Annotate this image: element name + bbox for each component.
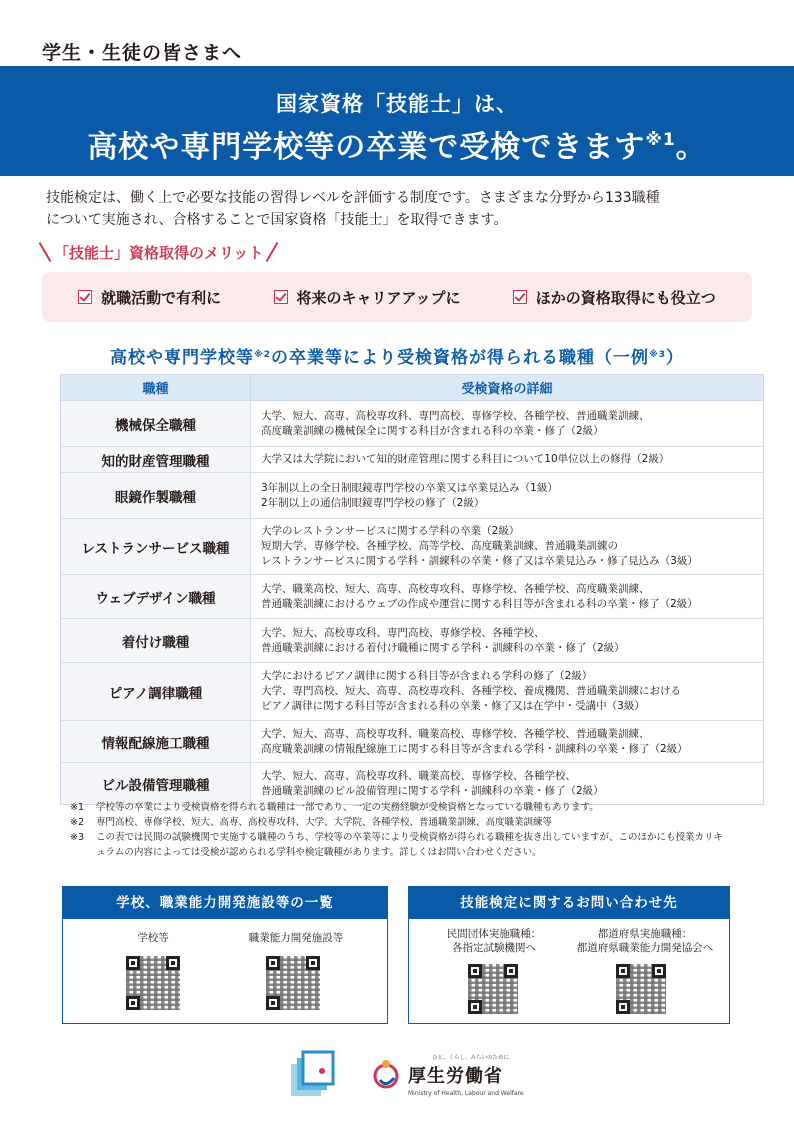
merit-item: 就職活動で有利に [78,287,221,308]
job-name: 着付け職種 [61,619,251,663]
checkbox-icon [513,290,527,304]
job-detail: 大学又は大学院において知的財産管理に関する科目について10単位以上の修得（2級） [251,447,764,473]
job-name: ピアノ調律職種 [61,663,251,721]
table-row [61,763,764,805]
headline-line2: 高校や専門学校等の卒業で受検できます$^{※1}$。 [87,130,707,165]
table-header-row [61,375,764,401]
job-detail: 大学、短大、高専、高校専攻科、職業高校、専修学校、各種学校、 普通職業訓練のビル設備管理に関する学科・訓練科の卒業・修了（2級） [261,769,604,797]
job-name: 情報配線施工職種 [61,721,251,763]
job-detail: 大学、短大、高校専攻科、専門高校、専修学校、各種学校、 普通職業訓練における着付け職種に関する学科・訓練科の卒業・修了（2級） [251,619,764,663]
table-row [61,447,764,473]
note-ref-1: ※1 [645,130,676,150]
qr-code-prefectural-associations[interactable] [615,963,667,1015]
job-table [60,374,764,805]
footnotes [70,800,730,860]
panel-title: 学校、職業能力開発施設等の一覧 [63,887,387,919]
job-detail: 大学、短大、高専、高校専攻科、専門高校、専修学校、各種学校、普通職業訓練、 高度職業訓練の機械保全に関する科目が含まれる科の卒業・修了（2級） [251,401,764,447]
job-detail: 大学におけるピアノ調律に関する科目等が含まれる学科の修了（2級） 大学、専門高校、短大、高専、高校専攻科、各種学校、養成機関、普通職業訓練における ピアノ調律に関する科目等が含まれる科の卒業・修了又は在学中・受講中（3級） [251,663,764,721]
school-list-panel [62,886,388,1024]
qr-label: 職業能力開発施設等 [248,932,344,944]
slash-decoration [266,242,279,262]
checkbox-icon [274,290,288,304]
job-name: 眼鏡作製職種 [61,473,251,519]
ministry-name: 厚生労働省 [408,1066,503,1087]
contact-panel [408,886,730,1024]
job-name: 機械保全職種 [61,401,251,447]
merit-box [42,272,752,322]
headline-banner [0,66,794,176]
qr-code-schools[interactable] [125,955,181,1011]
column-header-job: 職種 [61,375,251,401]
table-row [61,575,764,619]
footnote: ※3 この表では民間の試験機関で実施する職種のうち、学校等の卒業等により受検資格が得られる職種を抜き出していますが、このほかにも授業カリキュラムの内容によっては受検が認められる学科や検定職種があります。詳しくはお問い合わせください。 [70,832,724,858]
merit-title: 「技能士」資格取得のメリット [44,240,273,264]
panel-title: 技能検定に関するお問い合わせ先 [409,887,729,919]
job-name: レストランサービス職種 [61,519,251,575]
ministry-english: Ministry of Health, Labour and Welfare [408,1090,524,1097]
table-row [61,721,764,763]
slash-decoration [39,242,52,262]
footnote: ※1 学校等の卒業により受検資格を得られる職種は一部であり、一定の実務経験が受検資格となっている職種もあります。 [70,802,599,813]
column-header-detail: 受検資格の詳細 [251,375,764,401]
footnote: ※2 専門高校、専修学校、短大、高専、高校専攻科、大学、大学院、各種学校、普通職業訓練、高度職業訓練等 [70,817,553,828]
table-row [61,519,764,575]
job-detail: 大学のレストランサービスに関する学科の卒業（2級） 短期大学、専修学校、各種学校、高等学校、高度職業訓練、普通職業訓練の レストランサービスに関する学科・訓練科の卒業・修了又は卒業見込み・修了見込み（3級） [251,519,764,575]
checkbox-icon [78,290,92,304]
job-detail: 大学、短大、高専、高校専攻科、職業高校、専修学校、各種学校、普通職業訓練、 高度職業訓練の情報配線施工に関する科目等が含まれる学科・訓練科の卒業・修了（2級） [251,721,764,763]
audience-label: 学生・生徒の皆さまへ [42,42,243,64]
qr-code-private-bodies[interactable] [467,963,519,1015]
qr-label: 民間団体実施職種： 各指定試験機関へ [446,928,542,954]
table-row [61,473,764,519]
table-title: 高校や専門学校等$^{※2}$の卒業等により受検資格が得られる職種（一例$^{※3}$） [109,348,685,368]
table-row [61,401,764,447]
skill-test-logo-icon [289,1050,335,1098]
qr-code-training-facilities[interactable] [265,955,321,1011]
job-name: ウェブデザイン職種 [61,575,251,619]
merit-item: 将来のキャリアアップに [274,287,461,308]
qr-label: 学校等 [137,932,169,944]
qr-label: 都道府県実施職種： 都道府県職業能力開発協会へ [576,928,714,954]
intro-text: 技能検定は、働く上で必要な技能の習得レベルを評価する制度です。さまざまな分野から133職種 について実施され、合格することで国家資格「技能士」を取得できます。 [46,190,660,228]
job-name: 知的財産管理職種 [61,447,251,473]
job-name: ビル設備管理職種 [61,763,251,805]
table-row [61,619,764,663]
headline-line1: 国家資格「技能士」は、 [276,92,518,116]
job-detail: 3年制以上の全日制眼鏡専門学校の卒業又は卒業見込み（1級） 2年制以上の通信制眼鏡専門学校の修了（2級） [251,473,764,519]
ministry-tagline: ひと、くらし、みらいのために [432,1055,510,1061]
table-row [61,663,764,721]
job-detail: 大学、職業高校、短大、高専、高校専攻科、専修学校、各種学校、高度職業訓練、 普通職業訓練におけるウェブの作成や運営に関する科目等が含まれる科の卒業・修了（2級） [251,575,764,619]
merit-item: ほかの資格取得にも役立つ [513,287,716,308]
